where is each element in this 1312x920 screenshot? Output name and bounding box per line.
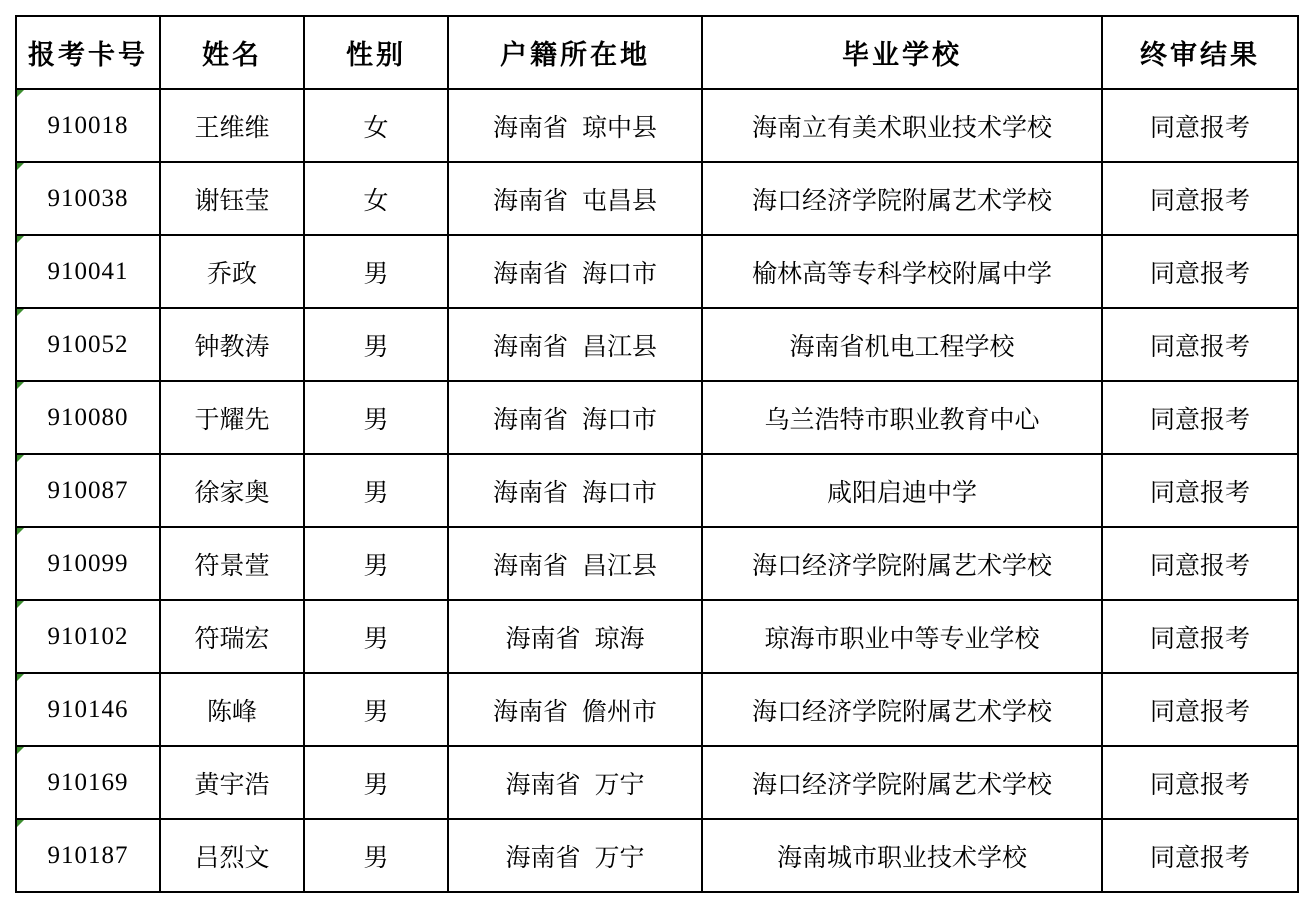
gender-cell-text: 男 <box>363 258 389 288</box>
graduation-school-cell-text: 海口经济学院附属艺术学校 <box>751 550 1052 580</box>
name-cell-text: 王维维 <box>194 112 270 142</box>
province-text: 海南省 <box>492 550 568 580</box>
graduation-school-cell <box>702 162 1102 235</box>
exam-card-number-cell <box>16 454 160 527</box>
gender-cell-text: 男 <box>363 769 389 799</box>
household-registration-cell <box>448 454 702 527</box>
header-row <box>16 16 1298 89</box>
header-graduation-school: 毕业学校 <box>702 16 1102 89</box>
final-review-result-cell-text: 同意报考 <box>1149 623 1250 653</box>
exam-card-number-cell <box>16 819 160 892</box>
exam-card-number-cell <box>16 527 160 600</box>
cell-comment-marker-icon <box>17 163 24 170</box>
exam-card-number-cell <box>16 381 160 454</box>
exam-card-number-cell-text: 910169 <box>47 768 129 796</box>
province-text: 海南省 <box>505 842 581 872</box>
table-row <box>16 600 1298 673</box>
name-cell <box>160 746 304 819</box>
exam-card-number-cell-text: 910087 <box>47 476 129 504</box>
city-text: 海口市 <box>582 404 658 434</box>
province-text: 海南省 <box>492 185 568 215</box>
table-row <box>16 235 1298 308</box>
province-text: 海南省 <box>492 331 568 361</box>
final-review-result-cell <box>1102 235 1298 308</box>
graduation-school-cell <box>702 527 1102 600</box>
exam-card-number-cell-text: 910080 <box>47 403 129 431</box>
exam-card-number-cell <box>16 673 160 746</box>
table-body <box>16 89 1298 892</box>
final-review-result-cell-text: 同意报考 <box>1149 258 1250 288</box>
name-cell <box>160 308 304 381</box>
gender-cell <box>304 308 448 381</box>
table-row <box>16 162 1298 235</box>
city-text: 昌江县 <box>582 331 658 361</box>
name-cell <box>160 600 304 673</box>
header-household-registration: 户籍所在地 <box>448 16 702 89</box>
province-text: 海南省 <box>492 404 568 434</box>
graduation-school-cell <box>702 381 1102 454</box>
exam-card-number-cell <box>16 746 160 819</box>
city-text: 海口市 <box>582 258 658 288</box>
table-row <box>16 819 1298 892</box>
name-cell-text: 吕烈文 <box>194 842 270 872</box>
header-final-review-result: 终审结果 <box>1102 16 1298 89</box>
cell-comment-marker-icon <box>17 528 24 535</box>
name-cell-text: 谢钰莹 <box>194 185 270 215</box>
final-review-result-cell <box>1102 454 1298 527</box>
gender-cell-text: 男 <box>363 477 389 507</box>
name-cell-text: 徐家奥 <box>194 477 270 507</box>
gender-cell <box>304 819 448 892</box>
household-registration-cell <box>448 162 702 235</box>
graduation-school-cell <box>702 600 1102 673</box>
final-review-result-cell <box>1102 162 1298 235</box>
name-cell-text: 符景萱 <box>194 550 270 580</box>
cell-comment-marker-icon <box>17 674 24 681</box>
table-row <box>16 527 1298 600</box>
city-text: 琼中县 <box>582 112 658 142</box>
cell-comment-marker-icon <box>17 820 24 827</box>
table-row <box>16 746 1298 819</box>
gender-cell <box>304 162 448 235</box>
graduation-school-cell-text: 海南城市职业技术学校 <box>776 842 1027 872</box>
name-cell <box>160 381 304 454</box>
exam-card-number-cell <box>16 600 160 673</box>
final-review-result-cell-text: 同意报考 <box>1149 769 1250 799</box>
city-text: 琼海 <box>594 623 645 653</box>
household-registration-cell <box>448 308 702 381</box>
final-review-result-cell <box>1102 673 1298 746</box>
cell-comment-marker-icon <box>17 236 24 243</box>
name-cell <box>160 235 304 308</box>
household-registration-cell <box>448 819 702 892</box>
final-review-result-cell-text: 同意报考 <box>1149 477 1250 507</box>
graduation-school-cell-text: 海口经济学院附属艺术学校 <box>751 696 1052 726</box>
city-text: 屯昌县 <box>582 185 658 215</box>
name-cell <box>160 89 304 162</box>
exam-card-number-cell-text: 910018 <box>47 111 129 139</box>
exam-card-number-cell <box>16 89 160 162</box>
final-review-result-cell-text: 同意报考 <box>1149 842 1250 872</box>
header-gender: 性别 <box>304 16 448 89</box>
graduation-school-cell-text: 榆林高等专科学校附属中学 <box>751 258 1052 288</box>
province-text: 海南省 <box>492 696 568 726</box>
name-cell <box>160 819 304 892</box>
cell-comment-marker-icon <box>17 309 24 316</box>
table-row <box>16 381 1298 454</box>
final-review-result-cell-text: 同意报考 <box>1149 112 1250 142</box>
final-review-result-cell <box>1102 527 1298 600</box>
province-text: 海南省 <box>505 769 581 799</box>
exam-card-number-cell-text: 910052 <box>47 330 129 358</box>
city-text: 万宁 <box>594 842 645 872</box>
province-text: 海南省 <box>492 477 568 507</box>
cell-comment-marker-icon <box>17 747 24 754</box>
gender-cell <box>304 527 448 600</box>
graduation-school-cell-text: 琼海市职业中等专业学校 <box>764 623 1040 653</box>
city-text: 万宁 <box>594 769 645 799</box>
exam-card-number-cell-text: 910038 <box>47 184 129 212</box>
name-cell <box>160 673 304 746</box>
name-cell-text: 钟教涛 <box>194 331 270 361</box>
graduation-school-cell-text: 咸阳启迪中学 <box>826 477 977 507</box>
graduation-school-cell-text: 海口经济学院附属艺术学校 <box>751 769 1052 799</box>
final-review-result-cell-text: 同意报考 <box>1149 404 1250 434</box>
graduation-school-cell <box>702 454 1102 527</box>
gender-cell <box>304 746 448 819</box>
name-cell-text: 乔政 <box>206 258 257 288</box>
graduation-school-cell-text: 海南立有美术职业技术学校 <box>751 112 1052 142</box>
province-text: 海南省 <box>492 258 568 288</box>
gender-cell-text: 男 <box>363 842 389 872</box>
graduation-school-cell-text: 乌兰浩特市职业教育中心 <box>764 404 1040 434</box>
final-review-result-cell <box>1102 819 1298 892</box>
final-review-result-cell-text: 同意报考 <box>1149 185 1250 215</box>
household-registration-cell <box>448 600 702 673</box>
province-text: 海南省 <box>505 623 581 653</box>
name-cell-text: 符瑞宏 <box>194 623 270 653</box>
cell-comment-marker-icon <box>17 382 24 389</box>
exam-card-number-cell <box>16 308 160 381</box>
graduation-school-cell <box>702 235 1102 308</box>
exam-card-number-cell-text: 910099 <box>47 549 129 577</box>
exam-review-table <box>15 15 1299 893</box>
province-text: 海南省 <box>492 112 568 142</box>
gender-cell-text: 男 <box>363 550 389 580</box>
graduation-school-cell-text: 海口经济学院附属艺术学校 <box>751 185 1052 215</box>
exam-card-number-cell-text: 910102 <box>47 622 129 650</box>
exam-card-number-cell <box>16 162 160 235</box>
graduation-school-cell <box>702 819 1102 892</box>
final-review-result-cell-text: 同意报考 <box>1149 696 1250 726</box>
name-cell-text: 于耀先 <box>194 404 270 434</box>
final-review-result-cell <box>1102 381 1298 454</box>
table-row <box>16 673 1298 746</box>
table-row <box>16 89 1298 162</box>
final-review-result-cell <box>1102 746 1298 819</box>
gender-cell <box>304 600 448 673</box>
cell-comment-marker-icon <box>17 601 24 608</box>
cell-comment-marker-icon <box>17 455 24 462</box>
cell-comment-marker-icon <box>17 90 24 97</box>
city-text: 昌江县 <box>582 550 658 580</box>
graduation-school-cell <box>702 673 1102 746</box>
table-header <box>16 16 1298 89</box>
gender-cell-text: 男 <box>363 404 389 434</box>
household-registration-cell <box>448 235 702 308</box>
gender-cell-text: 男 <box>363 623 389 653</box>
final-review-result-cell <box>1102 89 1298 162</box>
graduation-school-cell <box>702 308 1102 381</box>
final-review-result-cell-text: 同意报考 <box>1149 550 1250 580</box>
household-registration-cell <box>448 381 702 454</box>
table-row <box>16 454 1298 527</box>
name-cell-text: 陈峰 <box>206 696 257 726</box>
household-registration-cell <box>448 527 702 600</box>
household-registration-cell <box>448 89 702 162</box>
gender-cell <box>304 89 448 162</box>
gender-cell <box>304 235 448 308</box>
name-cell <box>160 162 304 235</box>
gender-cell-text: 女 <box>363 112 389 142</box>
header-exam-card-number: 报考卡号 <box>16 16 160 89</box>
gender-cell <box>304 381 448 454</box>
name-cell-text: 黄宇浩 <box>194 769 270 799</box>
final-review-result-cell <box>1102 308 1298 381</box>
final-review-result-cell <box>1102 600 1298 673</box>
name-cell <box>160 527 304 600</box>
table-row <box>16 308 1298 381</box>
gender-cell <box>304 454 448 527</box>
name-cell <box>160 454 304 527</box>
graduation-school-cell <box>702 746 1102 819</box>
city-text: 海口市 <box>582 477 658 507</box>
gender-cell-text: 男 <box>363 696 389 726</box>
exam-card-number-cell <box>16 235 160 308</box>
household-registration-cell <box>448 673 702 746</box>
household-registration-cell <box>448 746 702 819</box>
gender-cell-text: 女 <box>363 185 389 215</box>
city-text: 儋州市 <box>582 696 658 726</box>
graduation-school-cell <box>702 89 1102 162</box>
exam-card-number-cell-text: 910041 <box>47 257 129 285</box>
exam-card-number-cell-text: 910187 <box>47 841 129 869</box>
header-name: 姓名 <box>160 16 304 89</box>
graduation-school-cell-text: 海南省机电工程学校 <box>789 331 1015 361</box>
final-review-result-cell-text: 同意报考 <box>1149 331 1250 361</box>
gender-cell-text: 男 <box>363 331 389 361</box>
exam-card-number-cell-text: 910146 <box>47 695 129 723</box>
gender-cell <box>304 673 448 746</box>
